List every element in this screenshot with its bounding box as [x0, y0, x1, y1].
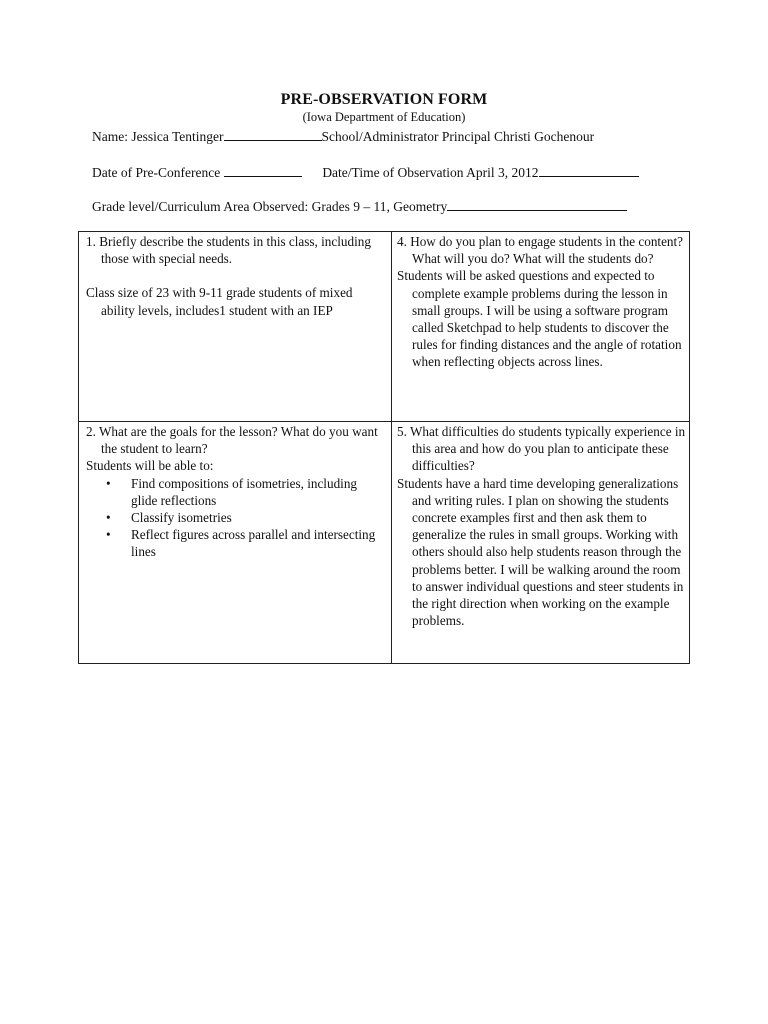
list-item: • Classify isometries — [106, 510, 232, 526]
answer-2-intro: Students will be able to: — [86, 458, 214, 474]
answer-4: Students will be asked questions and expected to complete example problems during the lesson in small groups. I will be using a software program called Sketchpad to help students to discover the rules for finding distances and the angle of rotation when reflecting objects across lines. — [397, 268, 682, 370]
list-item: • Find compositions of isometries, including glide reflections — [106, 475, 358, 508]
name-field: Name: Jessica Tentinger — [92, 129, 224, 144]
bullet-icon: • — [106, 527, 111, 543]
name-school-line — [92, 127, 594, 145]
question-1: 1. Briefly describe the students in this class, including those with special needs. — [86, 234, 371, 267]
column-divider — [391, 232, 392, 663]
cell-difficulties — [397, 423, 687, 629]
bullet-icon: • — [106, 475, 111, 491]
form-title: PRE-OBSERVATION FORM — [280, 91, 488, 108]
question-5: 5. What difficulties do students typically experience in this area and how do you plan to anticipate these difficulties? — [397, 424, 686, 474]
school-field: School/Administrator Principal Christi Gochenour — [321, 129, 595, 144]
name-blank — [224, 127, 322, 141]
bullet-icon: • — [106, 510, 111, 526]
cell-students-description — [86, 233, 386, 319]
goals-list — [86, 475, 386, 561]
answer-5: Students have a hard time developing generalizations and writing rules. I plan on showing the students concrete examples first and then ask them to generalize the rules in small groups. Working with others should also help students reason through the problems better. I will be walking around the room to answer individual questions and steer students in the right direction when working on the example problems. — [397, 475, 684, 629]
cell-lesson-goals — [86, 423, 386, 561]
questions-table — [78, 231, 690, 664]
row-divider — [79, 421, 689, 422]
question-4: 4. How do you plan to engage students in the content? What will you do? What will the students do? — [397, 234, 684, 267]
grade-blank — [447, 197, 627, 211]
grade-line — [92, 197, 627, 215]
list-item: • Reflect figures across parallel and intersecting lines — [106, 527, 376, 560]
question-2: 2. What are the goals for the lesson? What do you want the student to learn? — [86, 424, 378, 457]
dates-line — [92, 163, 639, 181]
cell-engagement-plan — [397, 233, 687, 371]
preconference-blank — [224, 163, 302, 177]
observation-field: Date/Time of Observation April 3, 2012 — [322, 165, 539, 180]
observation-blank — [539, 163, 639, 177]
form-subtitle: (Iowa Department of Education) — [302, 110, 466, 124]
grade-field: Grade level/Curriculum Area Observed: Grades 9 – 11, Geometry — [92, 199, 448, 214]
preconference-field: Date of Pre-Conference — [92, 165, 221, 180]
answer-1: Class size of 23 with 9-11 grade students of mixed ability levels, includes1 student with an IEP — [86, 285, 353, 318]
